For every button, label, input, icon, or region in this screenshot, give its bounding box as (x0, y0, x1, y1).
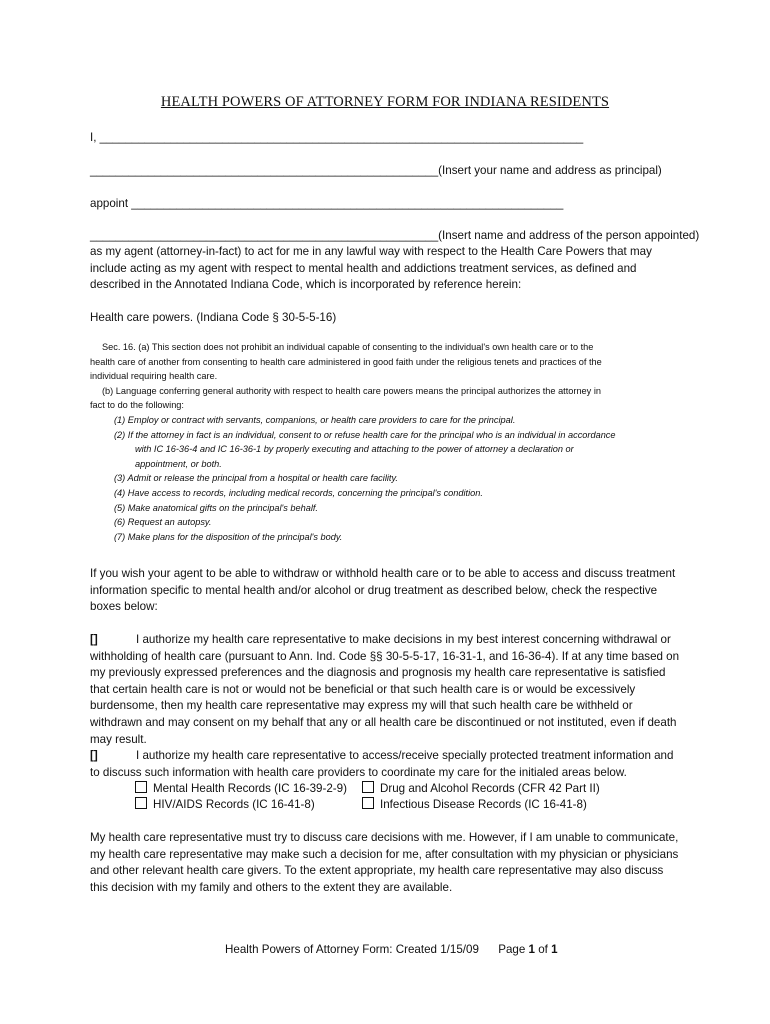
checkbox-label: HIV/AIDS Records (IC 16-41-8) (153, 798, 315, 811)
statute-item: appointment, or both. (135, 458, 222, 469)
agent-address-line: ______________________________________________________(Insert name and address of the person appointed) (90, 229, 700, 242)
statute-item: with IC 16-36-4 and IC 16-36-1 by properly executing and attaching to the power of attorney a declaration or (135, 444, 574, 455)
checkbox-icon[interactable] (362, 781, 374, 793)
statute-sec-b-line: fact to do the following: (90, 400, 184, 411)
checkbox-infectious-disease[interactable] (362, 797, 587, 813)
checkbox-label: Mental Health Records (IC 16-39-2-9) (153, 782, 347, 795)
option-withdraw-care (90, 632, 682, 748)
checkbox-drug-alcohol[interactable] (362, 781, 600, 797)
statute-item: (1) Employ or contract with servants, companions, or health care providers to care for the principal. (114, 414, 516, 425)
powers-heading: Health care powers. (Indiana Code § 30-5-5-16) (90, 311, 337, 324)
closing-paragraph: My health care representative must try to discuss care decisions with me. However, if I am unable to communicate, my health care representative may make such a decision for me, after consultation with my physician or physicians and other relevant health care givers. To the extent appropriate, my health care representative may also discuss this decision with my family and others to the extent they are available. (90, 831, 679, 894)
option-access-records (90, 748, 682, 781)
option-withdraw-text: I authorize my health care representative to make decisions in my best interest concerning withdrawal or withholding of health care (pursuant to Ann. Ind. Code §§ 30-5-5-17, 16-31-1, and 16-36-4). If at any time based on my previously expressed preferences and the diagnosis and prognosis my health care representative is satisfied that certain health care is not or would not be beneficial or that such health care is or would be excessively burdensome, then my health care representative may express my will that such health care be withheld or withdrawn and may consent on my behalf that any or all health care be discontinued or not instituted, even if death may result. (90, 633, 680, 746)
statute-item: (3) Admit or release the principal from a hospital or health care facility. (114, 473, 398, 484)
statute-text (90, 340, 690, 544)
statute-sec-a-line: individual requiring health care. (90, 371, 218, 382)
option-access-checkbox[interactable]: [] (90, 749, 98, 762)
statute-item: (6) Request an autopsy. (114, 517, 212, 528)
appoint-line: appoint ___________________________________________________________________ (90, 197, 564, 210)
option-withdraw-checkbox[interactable]: [] (90, 633, 98, 646)
statute-sec-b-line: (b) Language conferring general authority with respect to health care powers means the principal authorizes the attorney in (102, 385, 601, 396)
footer-of-word: of (538, 943, 548, 956)
principal-address-line: ______________________________________________________(Insert your name and address as principal) (90, 164, 662, 177)
footer-form-label: Health Powers of Attorney Form: Created 1/15/09 (225, 943, 479, 956)
checkbox-label: Infectious Disease Records (IC 16-41-8) (380, 798, 587, 811)
checkbox-mental-health[interactable] (135, 781, 347, 797)
option-access-text: I authorize my health care representative to access/receive specially protected treatment information and to discuss such information with health care providers to coordinate my care for the initialed areas below. (90, 749, 674, 779)
principal-name-line: I, ___________________________________________________________________________ (90, 131, 584, 144)
page-footer (225, 943, 558, 956)
checkbox-label: Drug and Alcohol Records (CFR 42 Part II) (380, 782, 600, 795)
footer-page-number: 1 (528, 943, 535, 956)
document-title: HEALTH POWERS OF ATTORNEY FORM FOR INDIANA RESIDENTS (160, 94, 610, 110)
checkbox-icon[interactable] (362, 797, 374, 809)
statute-item: (2) If the attorney in fact is an individual, consent to or refuse health care for the principal who is an individual in accordance (114, 429, 616, 440)
checkbox-hiv-aids[interactable] (135, 797, 315, 813)
statute-sec-a-line: health care of another from consenting to health care administered in good faith under the religious tenets and practices of the (90, 356, 602, 367)
intro-paragraph: as my agent (attorney-in-fact) to act for me in any lawful way with respect to the Health Care Powers that may include acting as my agent with respect to mental health and addictions treatment services, as defined and described in the Annotated Indiana Code, which is incorporated by reference herein: (90, 245, 652, 292)
footer-page-total: 1 (551, 943, 558, 956)
checkbox-icon[interactable] (135, 781, 147, 793)
statute-sec-a-line: Sec. 16. (a) This section does not prohibit an individual capable of consenting to the individual's own health care or to the (102, 342, 594, 352)
withdraw-instructions: If you wish your agent to be able to withdraw or withhold health care or to be able to access and discuss treatment information specific to mental health and/or alcohol or drug treatment as described below, check the respective boxes below: (90, 567, 676, 614)
statute-item: (7) Make plans for the disposition of the principal's body. (114, 531, 343, 542)
checkbox-icon[interactable] (135, 797, 147, 809)
footer-page-word: Page (498, 943, 526, 956)
statute-item: (4) Have access to records, including medical records, concerning the principal's condition. (114, 487, 483, 498)
statute-item: (5) Make anatomical gifts on the principal's behalf. (114, 502, 318, 513)
